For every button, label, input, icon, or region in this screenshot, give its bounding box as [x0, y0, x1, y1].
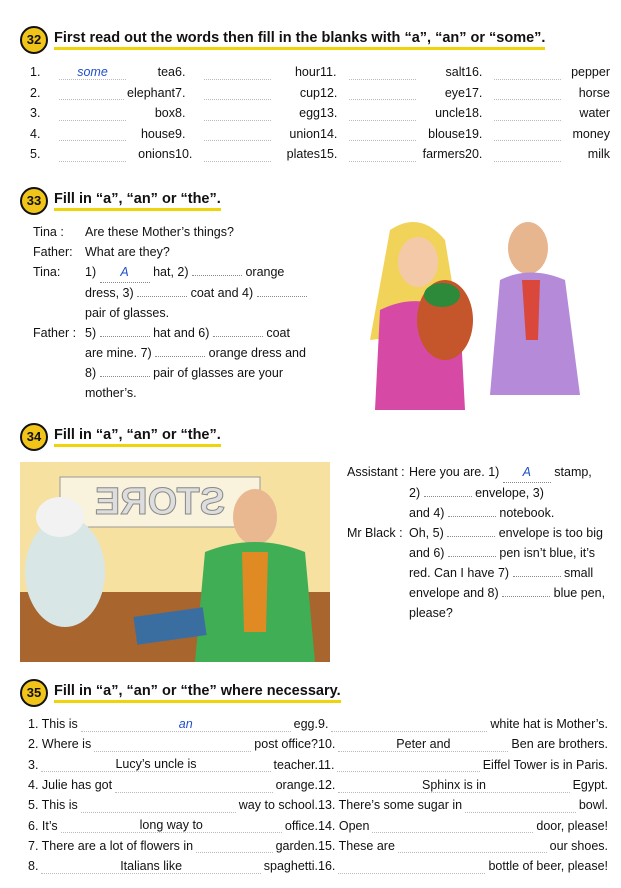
dialogue-line: [33, 383, 313, 403]
dialogue-text: notebook.: [495, 506, 555, 520]
dialogue-text: stamp,: [550, 465, 592, 479]
answer-blank[interactable]: [137, 296, 187, 297]
sentence-middle[interactable]: Lucy’s uncle is: [41, 757, 270, 772]
dialogue-line: [33, 283, 313, 303]
ex32-item: [175, 147, 320, 162]
item-number: 14.: [320, 126, 338, 141]
item-word: elephant: [127, 85, 175, 100]
sentence-end: bottle of beer, please!: [488, 859, 608, 874]
item-number: 5.: [30, 147, 41, 162]
ex35-sentence: [28, 757, 318, 772]
sentence-end: white hat is Mother’s.: [490, 717, 608, 732]
ex35-sentence: [318, 737, 608, 752]
sentence-start: 15. These are: [318, 838, 395, 853]
sentence-middle[interactable]: [115, 778, 273, 793]
sentence-middle[interactable]: [398, 838, 547, 853]
sentence-start: 2. Where is: [28, 737, 92, 752]
answer-blank[interactable]: [349, 106, 416, 121]
sentence-start: 5. This is: [28, 798, 78, 813]
sentence-end: post office?: [254, 737, 318, 752]
answer-blank[interactable]: [204, 126, 271, 141]
item-number: 1.: [30, 65, 41, 80]
item-word: uncle: [435, 106, 465, 121]
item-word: egg: [299, 106, 320, 121]
sentence-end: bowl.: [578, 798, 608, 813]
dialogue-line: [347, 483, 619, 503]
dialogue-text: orange: [241, 265, 285, 279]
sentence-middle[interactable]: [337, 757, 479, 772]
item-word: salt: [445, 65, 465, 80]
item-number: 7.: [175, 85, 186, 100]
dialogue-text: red. Can I have 7): [409, 566, 513, 580]
ex32-item: [465, 147, 610, 162]
sentence-start: 16.: [318, 859, 336, 874]
item-number: 12.: [320, 85, 338, 100]
ex35-sentence: [318, 717, 608, 732]
sentence-end: Egypt.: [572, 778, 608, 793]
item-word: box: [154, 106, 175, 121]
answer-blank[interactable]: [494, 85, 561, 100]
assistant-face: [233, 489, 277, 545]
answer-blank[interactable]: [59, 106, 126, 121]
dialogue-text: envelope is too big: [495, 526, 603, 540]
ex35-sentence: [318, 757, 608, 772]
sentence-start: 13. There’s some sugar in: [318, 798, 463, 813]
sentence-middle[interactable]: Sphinx is in: [338, 778, 569, 793]
ex32-row: [30, 144, 610, 165]
father-face: [508, 222, 548, 274]
sentence-start: 7. There are a lot of flowers in: [28, 838, 194, 853]
ex35-title: Fill in “a”, “an” or “the” where necessary.: [54, 683, 341, 703]
ex32-item: [320, 85, 465, 100]
ex35-row: [28, 815, 608, 835]
sentence-end: garden.: [275, 838, 318, 853]
ex32-item: [465, 126, 610, 141]
answer-blank[interactable]: [494, 65, 561, 80]
customer-hair: [36, 497, 84, 537]
item-word: horse: [578, 85, 610, 100]
ex32-item: [175, 65, 320, 80]
dialogue-text: and 6): [409, 546, 448, 560]
dialogue-line: [33, 323, 313, 343]
item-number: 4.: [30, 126, 41, 141]
ex32-item: [465, 106, 610, 121]
answer-blank[interactable]: [204, 106, 271, 121]
sentence-start: 9.: [318, 717, 329, 732]
ex33-header: [20, 188, 221, 214]
sentence-start: 11.: [318, 757, 335, 772]
sentence-middle[interactable]: Peter and: [338, 737, 508, 752]
dialogue-line: [347, 462, 619, 483]
item-number: 16.: [465, 65, 483, 80]
sentence-start: 6. It’s: [28, 818, 58, 833]
answer-blank[interactable]: [502, 596, 550, 597]
sentence-middle[interactable]: [81, 798, 236, 813]
ex35-sentence: [318, 859, 608, 874]
sentence-end: orange.: [275, 778, 318, 793]
dialogue-line: [33, 222, 313, 242]
ex34-header: [20, 424, 221, 450]
ex33-number-badge: 33: [20, 187, 48, 215]
item-word: union: [289, 126, 320, 141]
ex32-item: [320, 126, 465, 141]
item-number: 11.: [320, 65, 337, 80]
sentence-end: Ben are brothers.: [511, 737, 608, 752]
ex35-row: [28, 836, 608, 856]
dialogue-line: [347, 563, 619, 583]
store-sign: STORE: [94, 481, 226, 523]
ex35-row: [28, 775, 608, 795]
dialogue-text: coat and 4): [187, 286, 257, 300]
ex35-sentence: [318, 778, 608, 793]
ex35-sentence: [28, 737, 318, 752]
dialogue-text: blue pen,: [550, 586, 606, 600]
item-number: 8.: [175, 106, 186, 121]
ex34-dialogue: [347, 462, 619, 623]
ex35-sentence: [28, 818, 318, 833]
answer-blank[interactable]: [349, 85, 416, 100]
answer-blank[interactable]: [213, 336, 263, 337]
item-number: 13.: [320, 106, 338, 121]
ex32-row: [30, 62, 610, 83]
ex32-item: [30, 85, 175, 100]
item-word: house: [140, 126, 175, 141]
ex32-item: [465, 65, 610, 80]
sentence-start: 8.: [28, 859, 39, 874]
item-word: cup: [299, 85, 320, 100]
dialogue-text: small: [560, 566, 594, 580]
speaker-label: Father :: [33, 326, 77, 340]
ex32-item: [320, 147, 465, 162]
ex35-sentence: [28, 859, 318, 874]
answer-blank[interactable]: A: [503, 462, 551, 483]
answer-blank[interactable]: [513, 576, 561, 577]
ex35-row: [28, 734, 608, 754]
ex32-title: First read out the words then fill in the blanks with “a”, “an” or “some”.: [54, 30, 545, 50]
sentence-start: 1. This is: [28, 717, 78, 732]
item-word: plates: [286, 147, 320, 162]
item-number: 15.: [320, 147, 338, 162]
ex35-sentence: [318, 798, 608, 813]
ex35-row: [28, 856, 608, 876]
item-number: 6.: [175, 65, 186, 80]
ex34-illustration: [20, 462, 330, 662]
sentence-end: way to school.: [238, 798, 318, 813]
item-word: hour: [294, 65, 320, 80]
ex33-title: Fill in “a”, “an” or “the”.: [54, 191, 221, 211]
ex32-item: [175, 126, 320, 141]
ex32-item: [175, 106, 320, 121]
answer-blank[interactable]: some: [59, 65, 126, 80]
answer-blank[interactable]: [155, 356, 205, 357]
dialogue-line: [33, 343, 313, 363]
dialogue-text: orange dress and: [205, 346, 306, 360]
ex33-illustration: [350, 210, 600, 410]
dialogue-text: 1): [85, 265, 100, 279]
dialogue-text: Are these Mother’s things?: [85, 225, 234, 239]
item-number: 18.: [465, 106, 483, 121]
dialogue-text: please?: [409, 606, 453, 620]
sentence-end: office.: [284, 818, 318, 833]
ex32-item: [30, 126, 175, 141]
dialogue-text: coat: [262, 326, 290, 340]
sentence-end: door, please!: [536, 818, 608, 833]
dialogue-text: dress, 3): [85, 286, 138, 300]
item-number: 19.: [465, 126, 483, 141]
dialogue-text: pair of glasses.: [85, 306, 170, 320]
answer-blank[interactable]: [349, 65, 416, 80]
dialogue-line: [33, 303, 313, 323]
sentence-middle[interactable]: [196, 838, 272, 853]
answer-blank[interactable]: [349, 147, 416, 162]
answer-blank[interactable]: [204, 147, 271, 162]
answer-blank[interactable]: [257, 296, 307, 297]
item-number: 2.: [30, 85, 41, 100]
item-number: 10.: [175, 147, 193, 162]
sentence-middle[interactable]: [465, 798, 576, 813]
dialogue-text: 2): [409, 486, 424, 500]
ex32-item: [320, 106, 465, 121]
ex32-item: [465, 85, 610, 100]
speaker-label: Tina :: [33, 225, 64, 239]
dialogue-line: [33, 363, 313, 383]
dialogue-line: [347, 543, 619, 563]
dialogue-text: pen isn’t blue, it’s: [495, 546, 596, 560]
ex35-sentence: [28, 838, 318, 853]
dialogue-text: and 4): [409, 506, 448, 520]
item-number: 17.: [465, 85, 483, 100]
dialogue-line: [347, 503, 619, 523]
dialogue-line: [347, 603, 619, 623]
sentence-start: 3.: [28, 757, 39, 772]
speaker-label: Father:: [33, 245, 73, 259]
speaker-label: Mr Black :: [347, 526, 403, 540]
answer-blank[interactable]: [448, 556, 496, 557]
sentence-middle[interactable]: [94, 737, 251, 752]
ex35-number-badge: 35: [20, 679, 48, 707]
item-word: milk: [587, 147, 610, 162]
assistant-waistcoat: [242, 552, 268, 632]
answer-blank[interactable]: [59, 147, 126, 162]
ex32-item: [30, 65, 175, 80]
dialogue-text: What are they?: [85, 245, 170, 259]
answer-blank[interactable]: [192, 275, 242, 276]
ex32-item: [175, 85, 320, 100]
sentence-start: 10.: [318, 737, 336, 752]
sentence-start: 12.: [318, 778, 336, 793]
answer-blank[interactable]: [59, 126, 126, 141]
answer-blank[interactable]: [424, 496, 472, 497]
sentence-end: teacher.: [273, 757, 318, 772]
item-word: pepper: [571, 65, 610, 80]
sentence-end: egg.: [293, 717, 318, 732]
dialogue-text: 8): [85, 366, 100, 380]
ex35-sentence: [318, 818, 608, 833]
answer-blank[interactable]: [494, 106, 561, 121]
sentence-middle[interactable]: [338, 859, 485, 874]
dialogue-text: envelope, 3): [471, 486, 544, 500]
sentence-middle[interactable]: [331, 717, 487, 732]
sentence-middle[interactable]: [372, 818, 533, 833]
ex32-word-grid: [30, 62, 610, 165]
answer-blank[interactable]: [100, 336, 150, 337]
sentence-end: our shoes.: [549, 838, 608, 853]
ex34-title: Fill in “a”, “an” or “the”.: [54, 427, 221, 447]
ex32-row: [30, 103, 610, 124]
answer-blank[interactable]: [448, 516, 496, 517]
dialogue-text: hat, 2): [149, 265, 192, 279]
answer-blank[interactable]: [204, 85, 271, 100]
dialogue-text: Here you are. 1): [409, 465, 503, 479]
green-hat: [424, 283, 460, 307]
answer-blank[interactable]: [100, 376, 150, 377]
answer-blank[interactable]: [494, 147, 561, 162]
ex35-sentence: [318, 838, 608, 853]
dialogue-text: hat and 6): [149, 326, 213, 340]
dialogue-text: envelope and 8): [409, 586, 503, 600]
ex32-header: [20, 27, 545, 53]
item-word: blouse: [428, 126, 465, 141]
sentence-middle[interactable]: long way to: [61, 818, 282, 833]
dialogue-text: mother’s.: [85, 386, 137, 400]
ex35-row: [28, 795, 608, 815]
dialogue-text: Oh, 5): [409, 526, 448, 540]
ex35-sentence: [28, 717, 318, 732]
ex35-row: [28, 714, 608, 734]
ex32-row: [30, 83, 610, 104]
speaker-label: Tina:: [33, 265, 61, 279]
answer-blank[interactable]: [59, 85, 124, 100]
item-number: 20.: [465, 147, 483, 162]
item-word: tea: [157, 65, 175, 80]
dialogue-line: [347, 583, 619, 603]
item-number: 9.: [175, 126, 186, 141]
ex35-header: [20, 680, 341, 706]
ex32-item: [30, 106, 175, 121]
answer-blank[interactable]: [447, 536, 495, 537]
sentence-start: 4. Julie has got: [28, 778, 113, 793]
ex32-number-badge: 32: [20, 26, 48, 54]
sentence-end: spaghetti.: [263, 859, 318, 874]
item-word: farmers: [422, 147, 465, 162]
sentence-middle[interactable]: Italians like: [41, 859, 260, 874]
answer-blank[interactable]: A: [100, 262, 150, 283]
dialogue-text: 5): [85, 326, 100, 340]
ex32-item: [320, 65, 465, 80]
item-number: 3.: [30, 106, 41, 121]
answer-blank[interactable]: an: [81, 717, 291, 732]
answer-blank[interactable]: [349, 126, 416, 141]
answer-blank[interactable]: [204, 65, 271, 80]
item-word: water: [579, 106, 610, 121]
speaker-label: Assistant :: [347, 465, 405, 479]
sentence-start: 14. Open: [318, 818, 370, 833]
ex33-dialogue: [33, 222, 313, 403]
item-word: onions: [138, 147, 175, 162]
dialogue-text: are mine. 7): [85, 346, 156, 360]
ex32-row: [30, 124, 610, 145]
dialogue-line: [33, 262, 313, 283]
ex35-sentence: [28, 778, 318, 793]
ex35-sentence-list: [28, 714, 608, 876]
woman-face: [398, 237, 438, 287]
ex32-item: [30, 147, 175, 162]
ex34-number-badge: 34: [20, 423, 48, 451]
dialogue-text: pair of glasses are your: [149, 366, 283, 380]
item-word: money: [572, 126, 610, 141]
answer-blank[interactable]: [494, 126, 561, 141]
item-word: eye: [444, 85, 465, 100]
sentence-end: Eiffel Tower is in Paris.: [482, 757, 608, 772]
dialogue-line: [347, 523, 619, 543]
dialogue-line: [33, 242, 313, 262]
ex35-row: [28, 755, 608, 775]
ex35-sentence: [28, 798, 318, 813]
